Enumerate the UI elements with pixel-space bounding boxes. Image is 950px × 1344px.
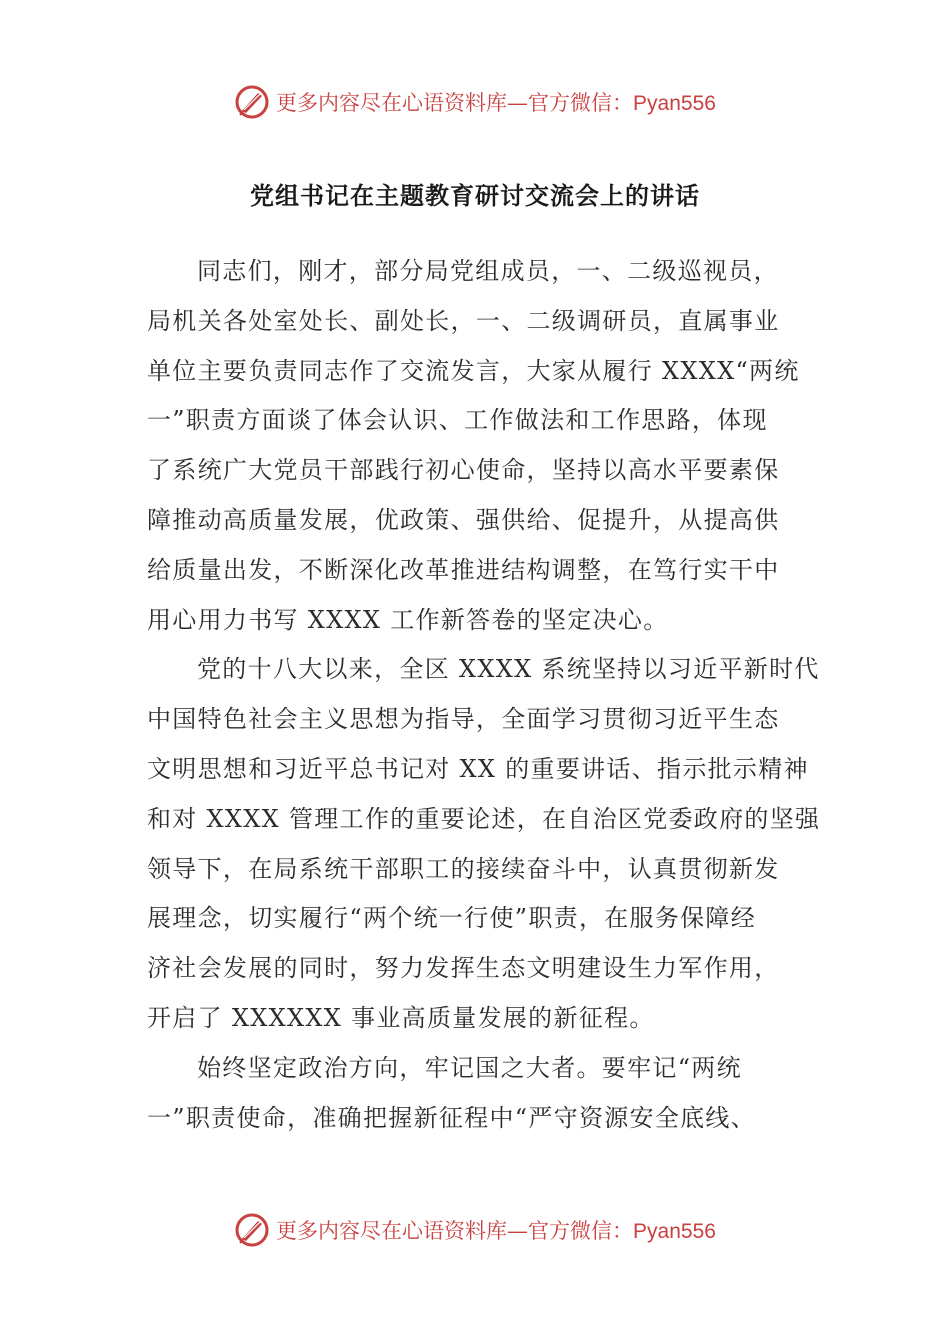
banner-text — [276, 87, 716, 117]
body-line: 中国特色社会主义思想为指导，全面学习贯彻习近平生态 — [147, 705, 780, 734]
body-line: 始终坚定政治方向，牢记国之大者。要牢记“两统 — [197, 1053, 742, 1082]
banner-wechat-label: 官方微信： — [528, 1219, 634, 1243]
header-banner — [0, 82, 950, 122]
quill-pen-logo-icon — [234, 1212, 270, 1248]
quill-pen-logo-icon — [234, 84, 270, 120]
banner-wechat-label: 官方微信： — [528, 91, 634, 115]
banner-text — [276, 1215, 716, 1245]
document-body — [147, 247, 821, 1143]
document-title: 党组书记在主题教育研讨交流会上的讲话 — [250, 182, 700, 210]
body-line: 展理念，切实履行“两个统一行使”职责，在服务保障经 — [147, 904, 757, 933]
body-line: 单位主要负责同志作了交流发言，大家从履行 XXXX“两统 — [147, 356, 800, 385]
banner-dash: — — [507, 91, 529, 115]
body-line: 领导下，在局系统干部职工的接续奋斗中，认真贯彻新发 — [147, 854, 780, 883]
banner-main-text: 更多内容尽在心语资料库 — [276, 91, 508, 115]
body-line: 障推动高质量发展，优政策、强供给、促提升，从提高供 — [147, 505, 780, 534]
body-line: 济社会发展的同时，努力发挥生态文明建设生力军作用， — [147, 954, 780, 983]
body-line: 同志们，刚才，部分局党组成员，一、二级巡视员， — [197, 257, 779, 285]
banner-wechat-id: Pyan556 — [633, 92, 716, 115]
banner-wechat-id: Pyan556 — [633, 1220, 716, 1243]
body-line: 了系统广大党员干部践行初心使命，坚持以高水平要素保 — [147, 456, 780, 485]
body-line: 和对 XXXX 管理工作的重要论述，在自治区党委政府的坚强 — [147, 804, 821, 833]
body-line: 党的十八大以来，全区 XXXX 系统坚持以习近平新时代 — [197, 655, 820, 684]
body-line: 用心用力书写 XXXX 工作新答卷的坚定决心。 — [147, 605, 669, 634]
banner-dash: — — [507, 1219, 529, 1243]
body-line: 一”职责方面谈了体会认识、工作做法和工作思路，体现 — [147, 406, 768, 435]
body-line: 文明思想和习近平总书记对 XX 的重要讲话、指示批示精神 — [147, 754, 809, 783]
body-line: 开启了 XXXXXX 事业高质量发展的新征程。 — [147, 1003, 655, 1032]
footer-banner — [0, 1210, 950, 1250]
body-line: 给质量出发，不断深化改革推进结构调整，在笃行实干中 — [147, 555, 780, 584]
banner-main-text: 更多内容尽在心语资料库 — [276, 1219, 508, 1243]
body-line: 一”职责使命，准确把握新征程中“严守资源安全底线、 — [147, 1103, 757, 1132]
body-line: 局机关各处室处长、副处长，一、二级调研员，直属事业 — [147, 306, 780, 335]
